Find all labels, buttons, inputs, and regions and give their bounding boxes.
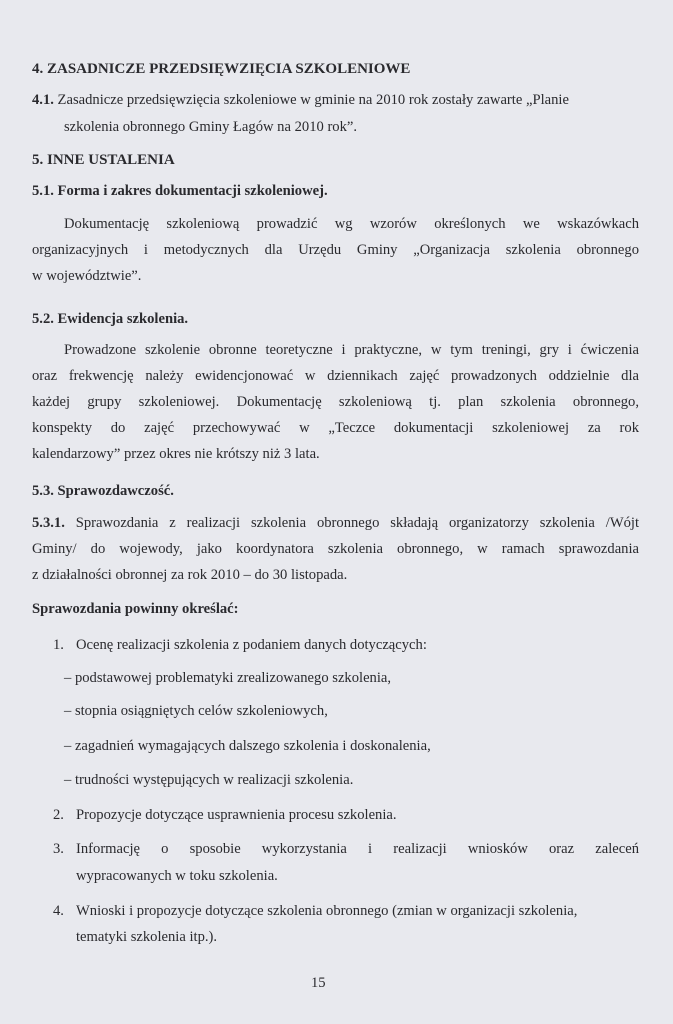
item-5-3-1-number: 5.3.1. xyxy=(32,515,65,531)
item-5-3-1-text: Sprawozdania z realizacji szkolenia obronnego składają organizatorzy szkolenia /Wójt xyxy=(75,515,639,531)
sub-list-item: – zagadnień wymagających dalszego szkolenia i doskonalenia, xyxy=(64,738,431,754)
item-4-1-line-2: szkolenia obronnego Gminy Łagów na 2010 rok”. xyxy=(64,119,358,135)
reports-heading: Sprawozdania powinny określać: xyxy=(32,601,239,617)
item-4-1-line-1 xyxy=(32,91,569,109)
item-5-3-1-line-2: Gminy/ do wojewody, jako koordynatora szkolenia obronnego, w ramach sprawozdania xyxy=(32,541,639,557)
item-5-2-paragraph-line: każdej grupy szkoleniowej. Dokumentację szkoleniową tj. plan szkolenia obronnego, xyxy=(32,394,639,410)
list-item-number: 2. xyxy=(53,807,64,823)
item-5-2-paragraph-line: oraz frekwencję należy ewidencjonować w dziennikach zajęć prowadzonych oddzielnie dla xyxy=(32,368,639,384)
item-5-3-heading: 5.3. Sprawozdawczość. xyxy=(32,483,174,499)
item-5-3-1-line-1 xyxy=(32,514,639,532)
item-5-1-paragraph-line: w województwie”. xyxy=(32,268,142,284)
list-item-text: Wnioski i propozycje dotyczące szkolenia obronnego (zmian w organizacji szkolenia, xyxy=(76,903,578,919)
item-5-1-heading: 5.1. Forma i zakres dokumentacji szkoleniowej. xyxy=(32,183,328,199)
item-5-1-paragraph-line: organizacyjnych i metodycznych dla Urzędu Gminy „Organizacja szkolenia obronnego xyxy=(32,242,639,258)
list-item-number: 1. xyxy=(53,637,64,653)
page-number: 15 xyxy=(311,975,326,991)
section-4-heading: 4. ZASADNICZE PRZEDSIĘWZIĘCIA SZKOLENIOWE xyxy=(32,61,411,77)
sub-list-item: – stopnia osiągniętych celów szkoleniowych, xyxy=(64,703,328,719)
list-item-text: Ocenę realizacji szkolenia z podaniem danych dotyczących: xyxy=(76,637,427,653)
item-5-2-paragraph-line: kalendarzowy” przez okres nie krótszy niż 3 lata. xyxy=(32,446,320,462)
sub-list-item: – podstawowej problematyki zrealizowanego szkolenia, xyxy=(64,670,392,686)
item-4-1-number: 4.1. xyxy=(32,92,54,108)
list-item-number: 3. xyxy=(53,841,64,857)
list-item-text: Informację o sposobie wykorzystania i realizacji wniosków oraz zaleceń xyxy=(76,841,639,857)
list-item-number: 4. xyxy=(53,903,64,919)
item-5-3-1-line-3: z działalności obronnej za rok 2010 – do 30 listopada. xyxy=(32,567,348,583)
list-item-text-continued: tematyki szkolenia itp.). xyxy=(76,929,218,945)
list-item-text: Propozycje dotyczące usprawnienia procesu szkolenia. xyxy=(76,807,397,823)
list-item-text-continued: wypracowanych w toku szkolenia. xyxy=(76,868,278,884)
sub-list-item: – trudności występujących w realizacji szkolenia. xyxy=(64,772,354,788)
item-5-2-paragraph-line: konspekty do zajęć przechowywać w „Teczce dokumentacji szkoleniowej za rok xyxy=(32,420,639,436)
item-5-2-heading: 5.2. Ewidencja szkolenia. xyxy=(32,311,189,327)
section-5-heading: 5. INNE USTALENIA xyxy=(32,152,175,168)
item-4-1-text: Zasadnicze przedsięwzięcia szkoleniowe w gminie na 2010 rok zostały zawarte „Planie xyxy=(57,92,569,108)
item-5-2-paragraph-line: Prowadzone szkolenie obronne teoretyczne i praktyczne, w tym treningi, gry i ćwiczenia xyxy=(64,342,639,358)
item-5-1-paragraph-line: Dokumentację szkoleniową prowadzić wg wzorów określonych we wskazówkach xyxy=(64,216,639,232)
